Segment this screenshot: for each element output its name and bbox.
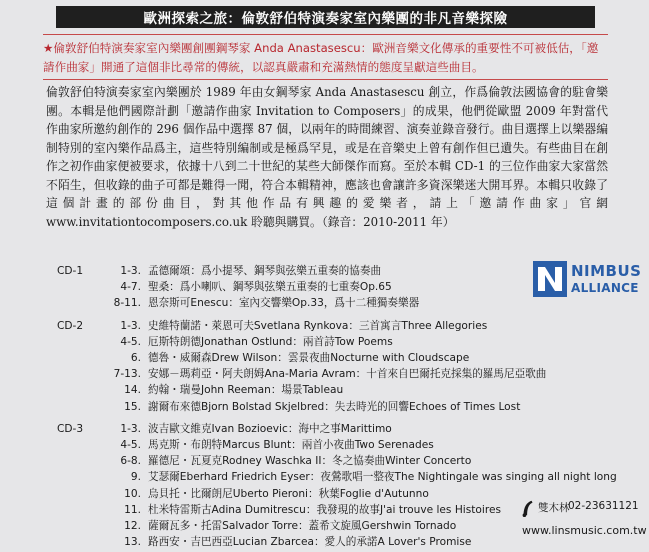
track-number: 6-8.: [120, 455, 141, 468]
publisher-url: www.linsmusic.com.tw: [522, 524, 647, 537]
intro-paragraph: 倫敦舒伯特演奏家室內樂團於 1989 年由女鋼琴家 Anda Anastasescu 創立，作爲倫敦法國協會的駐會樂團。本輯是他們國際計劃「邀請作曲家 Invitation to Composers」的成果，他們從歐盟 2009 年對當代作曲家所邀約創作的 296 個作品中選擇 87 個，以兩年的時間練習、演奏並錄音發行。曲目選擇上以樂器編制特別的室內樂作品爲主，這些特別編制或是極爲罕見，或是在音樂史上曾有創作但已遺失。有些曲目在創作之初作曲家便被要求，依據十八到二十世紀的某些大師傑作而寫。至於本輯 CD-1 的三位作曲家大家當然不陌生，但收錄的曲子可都是難得一聞，符合本輯精神，應該也會讓許多資深樂迷大開耳界。本輯只收錄了這個計畫的部份曲目，對其他作品有興趣的愛樂者，請上「邀請作曲家」官網 www.invitationtocomposers.co.uk 聆聽與購買。（錄音：2010-2011 年）: [46, 85, 608, 229]
track-title: 安娜－瑪莉亞・阿夫朗姆Ana-Maria Avram：十首來自巴爾托克採集的羅馬尼亞歌曲: [148, 368, 547, 381]
track-title: 厄斯特朗德Jonathan Ostlund：兩首詩Tow Poems: [148, 335, 393, 348]
track-number: 7-13.: [113, 368, 141, 381]
track-title: 德魯・威爾森Drew Wilson：雲景夜曲Nocturne with Cloudscape: [148, 352, 470, 364]
publisher-block: [520, 497, 645, 545]
track-number: 4-5.: [120, 439, 141, 451]
track-disc-label: CD-1: [57, 265, 84, 277]
track-title: 烏貝托・比爾朗尼Uberto Pieroni：秋葉Foglie d'Autunno: [148, 487, 429, 500]
track-number: 1-3.: [120, 319, 141, 332]
track-number: 6.: [130, 352, 141, 364]
publisher-name: 雙木林: [538, 502, 570, 514]
piano-logo-icon: [520, 499, 536, 517]
track-number: 15.: [124, 400, 141, 413]
nimbus-alliance-logo: [533, 259, 642, 301]
highlight-quote: ★倫敦舒伯特演奏家室內樂團創團鋼琴家 Anda Anastasescu：歐洲音樂文化傳承的重要性不可被低估，「邀請作曲家」開通了這個非比尋常的傳統，以認真嚴肅和充滿熱情的態度呈獻這些曲目。: [43, 34, 608, 80]
track-title: 約翰・瑞曼John Reeman：場景Tableau: [148, 384, 344, 397]
track-title: 波吉歐文維克Ivan Bozioevic：海中之事Marittimo: [148, 422, 392, 435]
track-title: 史維特蘭諾・萊恩可夫Svetlana Rynkova：三首寓言Three Allegories: [148, 319, 488, 332]
track-number: 13.: [124, 536, 141, 549]
nimbus-logo-line1: NIMBUS: [571, 262, 642, 280]
track-number: 14.: [124, 384, 141, 397]
track-number: 11.: [124, 503, 141, 516]
track-disc-label: CD-3: [57, 422, 84, 435]
track-number: 4-5.: [120, 335, 141, 348]
track-title: 恩奈斯可Enescu：室內交響樂Op.33，爲十二種獨奏樂器: [148, 297, 420, 310]
nimbus-logo-line2: ALLIANCE: [571, 281, 639, 295]
track-title: 薩爾瓦多・托雷Salvador Torre：蓋希文旋風Gershwin Tornado: [148, 520, 457, 532]
track-number: 1-3.: [120, 265, 141, 277]
track-number: 10.: [124, 487, 141, 500]
track-number: 12.: [124, 520, 141, 532]
track-title: 馬克斯・布朗特Marcus Blunt：兩首小夜曲Two Serenades: [148, 439, 434, 451]
track-title: 羅德尼・瓦夏克Rodney Waschka II：冬之協奏曲Winter Concerto: [148, 455, 472, 468]
track-title: 聖桑：爲小喇叭、鋼琴與弦樂五重奏的七重奏Op.65: [148, 281, 392, 294]
track-title: 杜米特雷斯古Adina Dumitrescu：我發現的故事J'ai trouve les Histoires: [148, 503, 501, 516]
publisher-phone: 02-23631121: [568, 500, 639, 512]
nimbus-icon: [533, 261, 567, 297]
track-title: 路西安・吉巴西亞Lucian Zbarcea：愛人的承諾A Lover's Promise: [148, 536, 472, 549]
track-title: 孟德爾頌：爲小提琴、鋼琴與弦樂五重奏的協奏曲: [148, 265, 382, 277]
track-number: 9.: [130, 471, 141, 484]
track-number: 4-7.: [120, 281, 141, 294]
track-number: 8-11.: [113, 297, 141, 310]
track-disc-label: CD-2: [57, 319, 84, 332]
page-title: 歐洲探索之旅：倫敦舒伯特演奏家室內樂團的非凡音樂探險: [56, 6, 595, 28]
track-number: 1-3.: [120, 422, 141, 435]
track-title: 謝爾布來德Bjorn Bolstad Skjelbred：失去時光的回響Echoes of Times Lost: [148, 400, 521, 413]
track-title: 艾瑟爾Eberhard Friedrich Eyser：夜鶯歌唱一整夜The Nightingale was singing all night long: [148, 471, 617, 484]
